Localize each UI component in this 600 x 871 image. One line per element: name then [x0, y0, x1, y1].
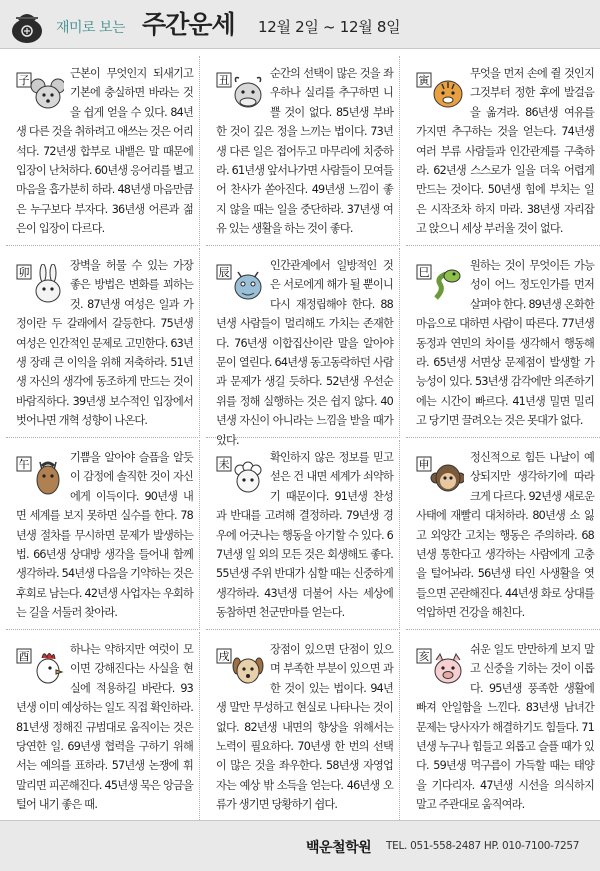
header-subtitle: 재미로 보는	[56, 20, 126, 36]
zodiac-cell-ox	[206, 56, 400, 246]
zodiac-cell-dog	[206, 632, 400, 822]
page-title: 주간운세	[142, 10, 235, 39]
fortune-text: 기쁨을 알아야 슬픔을 알듯이 감정에 솔직한 것이 자신에게 이득이다. 90년생 내면 세계를 보지 못하면 실수를 한다. 78년생 절차를 무시하면 문제가 발생하는 법. 66년생 상대방 생각을 들어내 함께 생각하라. 54년생 다음을 기약하는 것은 후회로 남는다. 42년생 사업자는 우회하는 길을 서둘러 찾아라.	[16, 451, 193, 620]
footer-banner	[0, 820, 600, 871]
svg-text:亥: 亥	[418, 650, 430, 663]
fortune-text: 확인하지 않은 정보를 믿고 섣은 건 내면 세계가 쇠약하기 때문이다. 91년생 찬성과 반대를 고려해 결정하라. 79년생 경우에 어긋나는 행동을 아기할 수 있다. 67년생 일 외의 모든 것은 회생해도 좋다. 55년생 주위 반대가 심할 때는 신중하게 생각하라. 43년생 더불어 사는 세상에 동참하면 천군만마를 얻는다.	[216, 451, 393, 620]
contact-info: TEL. 051-558-2487 HP. 010-7100-7257	[386, 840, 580, 852]
horse-icon	[16, 456, 64, 496]
academy-name: 백운철학원	[306, 840, 372, 856]
svg-text:巳: 巳	[418, 266, 430, 279]
pig-icon	[416, 648, 464, 688]
zodiac-cell-horse	[6, 440, 200, 630]
zodiac-cell-snake	[406, 248, 600, 438]
header-banner	[0, 0, 600, 49]
svg-text:卯: 卯	[18, 266, 30, 279]
rabbit-icon	[16, 264, 64, 304]
dragon-icon	[216, 264, 264, 304]
sheep-icon	[216, 456, 264, 496]
monkey-icon	[416, 456, 464, 496]
dog-icon	[216, 648, 264, 688]
svg-text:子: 子	[18, 74, 30, 87]
svg-text:丑: 丑	[218, 74, 230, 87]
zodiac-cell-rabbit	[6, 248, 200, 438]
rat-icon	[16, 72, 64, 112]
svg-text:未: 未	[218, 458, 230, 471]
tiger-icon	[416, 72, 464, 112]
ox-icon	[216, 72, 264, 112]
fortune-text: 하나는 약하지만 여럿이 모이면 강해진다는 사실을 현실에 적용하길 바란다. 93년생 이미 예상하는 일도 직접 확인하라. 81년생 정해진 규범대로 움직이는 것은 당연한 일. 69년생 협력을 구하기 위해서는 예의를 표하라. 57년생 논쟁에 휘말리면 피곤해진다. 45년생 묵은 앙금을 털어 내기 좋은 때.	[16, 643, 193, 812]
fortune-text: 순간의 선택이 많은 것을 좌우하나 실리를 추구하면 니쁠 것이 없다. 85년생 부바한 것이 깊은 정을 느끼는 법이다. 73년생 다른 일은 접어두고 마무리에 치중하라. 61년생 앞서나가면 사람들이 모여들어 찬사가 쏟아진다. 49년생 느낌이 좋지 않을 때는 일을 중단하라. 37년생 여유 있는 생활을 하는 것이 좋다.	[216, 67, 393, 236]
zodiac-cell-sheep	[206, 440, 400, 630]
fortune-text: 무엇을 먼저 손에 쥘 것인지 그것부터 정한 후에 발걸음을 옮겨라. 86년생 여유를 가지면 추구하는 것을 얻는다. 74년생 여러 부류 사람들과 인간관계를 구축하라. 62년생 스스로가 일을 더욱 어렵게 만드는 것이다. 50년생 힘에 부치는 일은 시작조차 하지 마라. 38년생 자리잡고 앉으니 세상 부러울 것이 없다.	[416, 67, 594, 236]
zodiac-cell-tiger	[406, 56, 600, 246]
zodiac-cell-rooster	[6, 632, 200, 822]
svg-text:辰: 辰	[218, 266, 230, 279]
fortune-text: 장벽을 허물 수 있는 가장 좋은 방법은 변화를 꾀하는 것. 87년생 여성은 일과 가정이란 두 갈래에서 갈등한다. 75년생 여성은 인간적인 문제로 고민한다. 63년생 장래 큰 이익을 위해 저축하라. 51년생 자신의 생각에 동조하게 만드는 것이 바람직하다. 39년생 보수적인 입장에서 벗어나면 개혁 성향이 나온다.	[16, 259, 193, 428]
zodiac-cell-dragon	[206, 248, 400, 447]
fortune-text: 쉬운 일도 만만하게 보지 말고 신중을 기하는 것이 이롭다. 95년생 풍족한 생활에 빠져 안일함을 느낀다. 83년생 남녀간 문제는 당사자가 해결하기도 힘들다. 71년생 누구나 힘들고 외롭고 슬플 때가 있다. 59년생 먹구름이 가득할 때는 태양을 기다리자. 47년생 시선을 의식하지 말고 주관대로 움직여라.	[416, 643, 594, 812]
svg-text:寅: 寅	[418, 74, 430, 87]
zodiac-cell-rat	[6, 56, 200, 246]
fortune-text: 원하는 것이 무엇이든 가능성이 어느 정도인가를 먼저 살펴야 한다. 89년생 온화한 마음으로 대하면 사람이 따른다. 77년생 동정과 연민의 차이를 생각해서 행동해라. 65년생 서면상 문제점이 발생할 가능성이 있다. 53년생 감각에만 의존하기에는 시간이 빠르다. 41년생 밀면 밀리고 당기면 끌려오는 것은 못대가 없다.	[416, 259, 594, 428]
svg-text:午: 午	[18, 458, 30, 471]
fortune-pouch-icon	[6, 4, 48, 46]
zodiac-grid	[0, 48, 600, 818]
svg-text:申: 申	[418, 458, 430, 471]
zodiac-cell-monkey	[406, 440, 600, 630]
fortune-text: 근본이 무엇인지 되새기고 기본에 충실하면 바라는 것을 쉽게 얻을 수 있다. 84년생 다른 것을 취하려고 애쓰는 것은 어리석다. 72년생 합부로 내뱉은 말 때문에 입장이 난처하다. 60년생 응어리를 별고 마음을 흡가분히 하라. 48년생 마음만큼은 누구보다 부자다. 36년생 어른과 젊은이 입장이 다르다.	[16, 67, 193, 236]
fortune-text: 인간관계에서 일방적인 것은 서로에게 해가 될 뿐이니 다시 재정립해야 한다. 88년생 사람들이 멀리해도 가치는 존재한다. 76년생 이합집산이란 말을 알아야 문이 열린다. 64년생 동고동락하던 사람과 문제가 생길 듯하다. 52년생 우선순위를 정해 실행하는 것은 쉽지 않다. 40년생 자신이 아니라는 느낌을 받을 때가 있다.	[216, 259, 393, 447]
svg-text:酉: 酉	[18, 650, 30, 663]
snake-icon	[416, 264, 464, 304]
svg-text:戌: 戌	[218, 650, 230, 663]
zodiac-cell-pig	[406, 632, 600, 822]
rooster-icon	[16, 648, 64, 688]
fortune-text: 정신적으로 힘든 나날이 예상되지만 생각하기에 따라 크게 다르다. 92년생 새로운 사태에 재빨리 대처하라. 80년생 소 잃고 외양간 고치는 행동은 주의하라. 68년생 통한다고 생각하는 사람에게 고충을 털어놔라. 56년생 타인 사생활을 엿들으면 곤란해진다. 44년생 화로 상대를 억압하면 건강을 해친다.	[416, 451, 594, 620]
date-range: 12월 2일 ~ 12월 8일	[258, 18, 401, 36]
fortune-text: 장점이 있으면 단점이 있으며 부족한 부분이 있으면 과한 것이 있는 법이다. 94년생 말만 무성하고 현실로 나타나는 것이 없다. 82년생 내면의 향상을 위해서는 노력이 필요하다. 70년생 한 번의 선택이 많은 것을 좌우한다. 58년생 자영업자는 예상 밖 소득을 얻는다. 46년생 오류가 생기면 당황하기 쉽다.	[216, 643, 393, 812]
